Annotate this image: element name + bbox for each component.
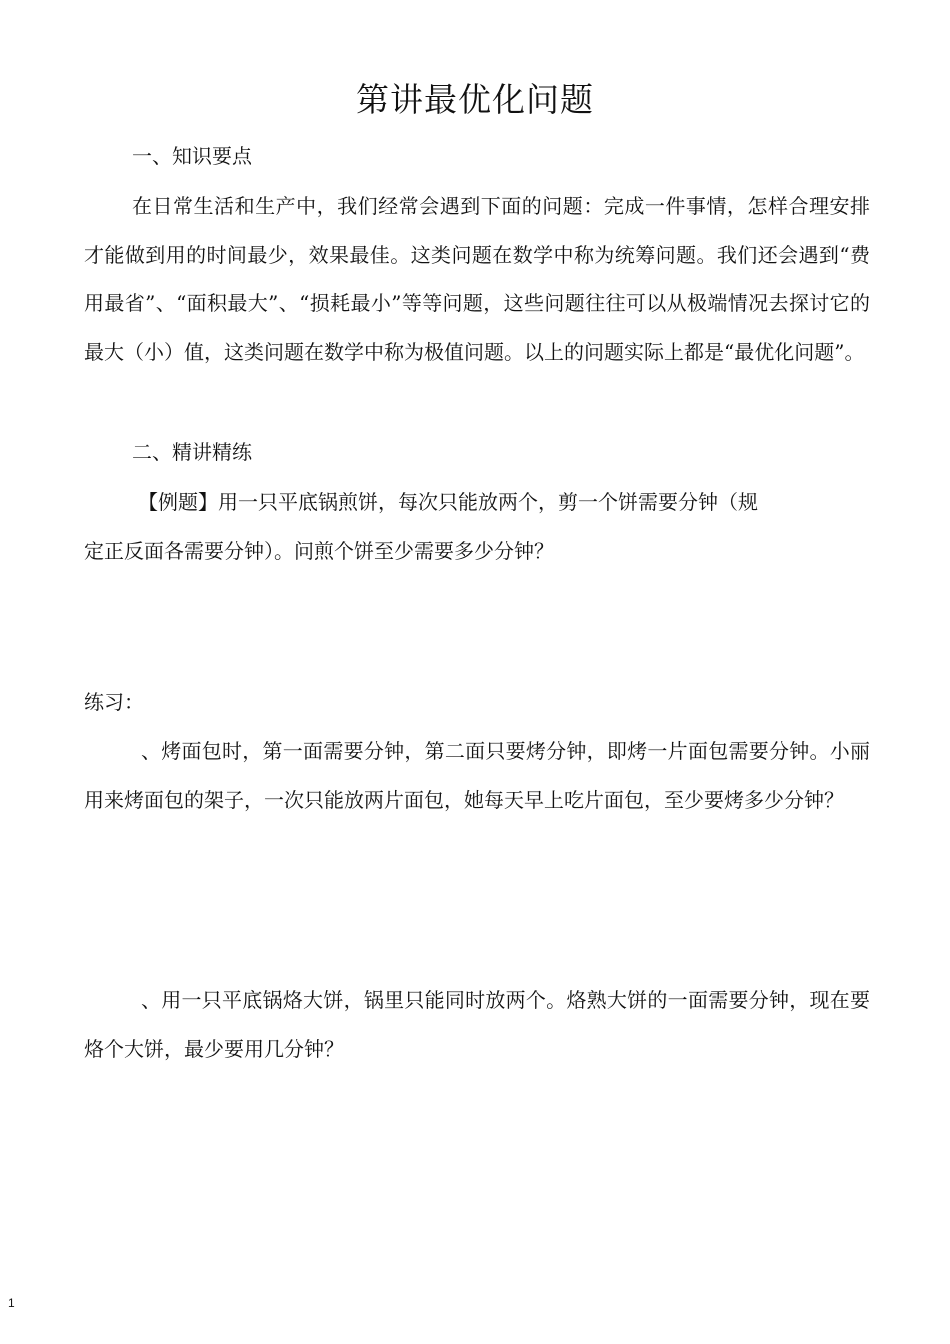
section-heading-knowledge-points: 一、知识要点 (132, 144, 252, 168)
document-title: 第讲最优化问题 (356, 80, 594, 119)
practice-label: 练习： (84, 690, 144, 714)
exercise-2: 、用一只平底锅烙大饼，锅里只能同时放两个。烙熟大饼的一面需要分钟，现在要烙个大饼，最少要用几分钟？ (84, 988, 870, 1061)
page-number: 1 (8, 1296, 15, 1310)
example-problem-line-1: 【例题】用一只平底锅煎饼，每次只能放两个，剪一个饼需要分钟（规 (138, 490, 758, 514)
exercise-1: 、烤面包时，第一面需要分钟，第二面只要烤分钟，即烤一片面包需要分钟。小丽用来烤面包的架子，一次只能放两片面包，她每天早上吃片面包，至少要烤多少分钟？ (84, 739, 870, 812)
knowledge-points-paragraph: 在日常生活和生产中，我们经常会遇到下面的问题：完成一件事情，怎样合理安排才能做到用的时间最少，效果最佳。这类问题在数学中称为统筹问题。我们还会遇到“费用最省”、“面积最大”、“损耗最小”等等问题，这些问题往往可以从极端情况去探讨它的最大（小）值，这类问题在数学中称为极值问题。以上的问题实际上都是“最优化问题”。 (84, 194, 870, 364)
section-heading-practice: 二、精讲精练 (132, 440, 252, 464)
example-problem-line-2: 定正反面各需要分钟）。问煎个饼至少需要多少分钟？ (84, 539, 554, 563)
